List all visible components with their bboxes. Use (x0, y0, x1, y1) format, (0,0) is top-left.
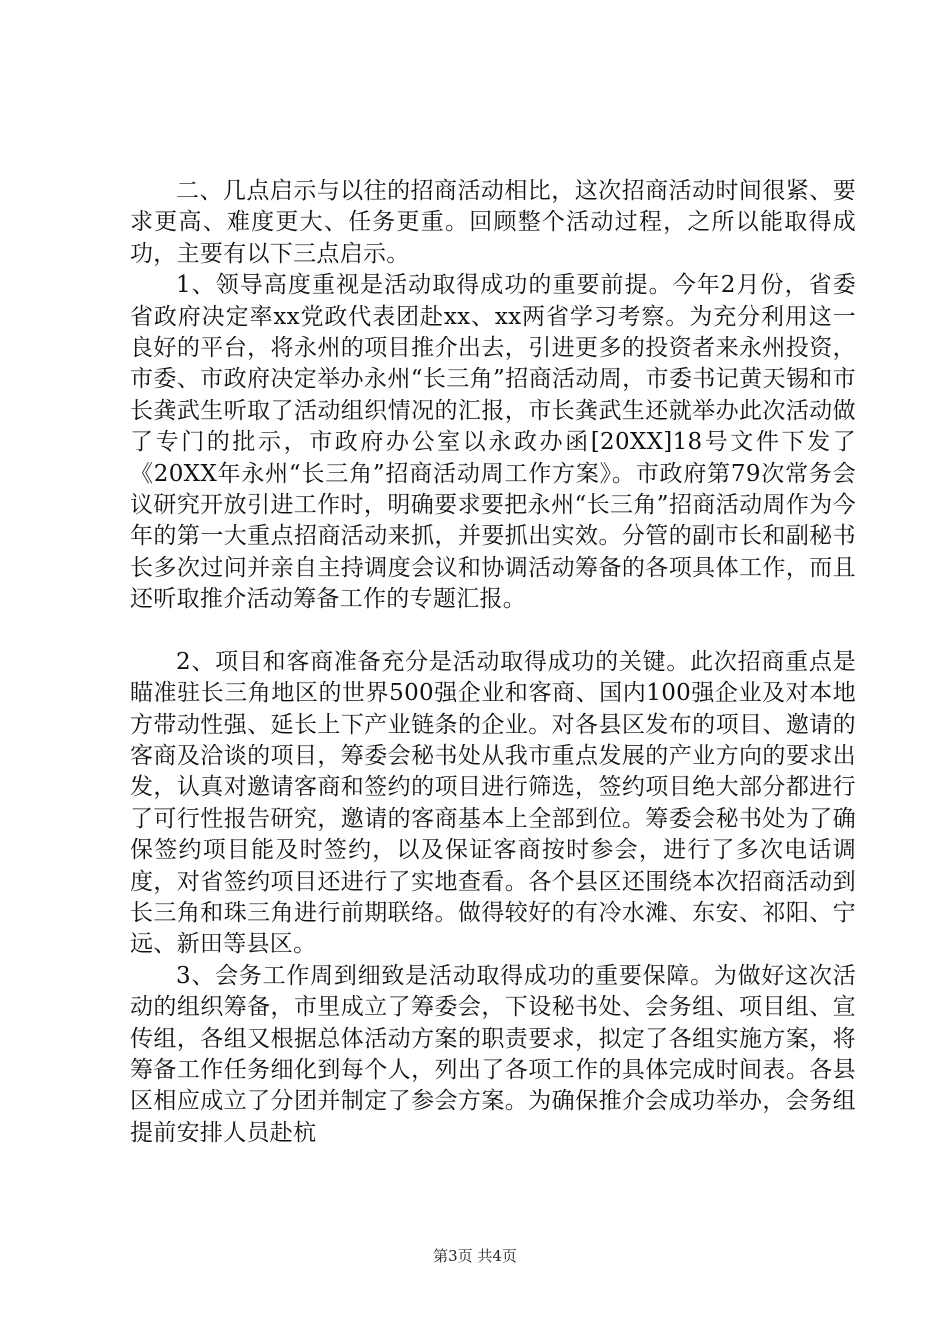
paragraph-point-2: 2、项目和客商准备充分是活动取得成功的关键。此次招商重点是瞄准驻长三角地区的世界500强企业和客商、国内100强企业及对本地方带动性强、延长上下产业链条的企业。对各县区发布的项目、邀请的客商及洽谈的项目，筹委会秘书处从我市重点发展的产业方向的要求出发，认真对邀请客商和签约的项目进行筛选，签约项目绝大部分都进行了可行性报告研究，邀请的客商基本上全部到位。筹委会秘书处为了确保签约项目能及时签约，以及保证客商按时参会，进行了多次电话调度，对省签约项目还进行了实地查看。各个县区还围绕本次招商活动到长三角和珠三角进行前期联络。做得较好的有冷水滩、东安、祁阳、宁远、新田等县区。 (130, 648, 856, 958)
paragraph-point-1: 1、领导高度重视是活动取得成功的重要前提。今年2月份，省委省政府决定率xx党政代表团赴xx、xx两省学习考察。为充分利用这一良好的平台，将永州的项目推介出去，引进更多的投资者来永州投资，市委、市政府决定举办永州“长三角”招商活动周，市委书记黄天锡和市长龚武生听取了活动组织情况的汇报，市长龚武生还就举办此次活动做了专门的批示，市政府办公室以永政办函[20XX]18号文件下发了《20XX年永州“长三角”招商活动周工作方案》。市政府第79次常务会议研究开放引进工作时，明确要求要把永州“长三角”招商活动周作为今年的第一大重点招商活动来抓，并要抓出实效。分管的副市长和副秘书长多次过问并亲自主持调度会议和协调活动筹备的各项具体工作，而且还听取推介活动筹备工作的专题汇报。 (130, 272, 856, 613)
paragraph-point-3: 3、会务工作周到细致是活动取得成功的重要保障。为做好这次活动的组织筹备，市里成立了筹委会，下设秘书处、会务组、项目组、宣传组，各组又根据总体活动方案的职责要求，拟定了各组实施方案，将筹备工作任务细化到每个人，列出了各项工作的具体完成时间表。各县区相应成立了分团并制定了参会方案。为确保推介会成功举办，会务组提前安排人员赴杭 (130, 962, 856, 1146)
page-number-footer: 第3页 共4页 (433, 1247, 517, 1265)
document-body (130, 176, 856, 1149)
paragraph-insights-intro: 二、几点启示与以往的招商活动相比，这次招商活动时间很紧、要求更高、难度更大、任务更重。回顾整个活动过程，之所以能取得成功，主要有以下三点启示。 (130, 178, 856, 267)
paragraph-spacer (130, 616, 856, 647)
